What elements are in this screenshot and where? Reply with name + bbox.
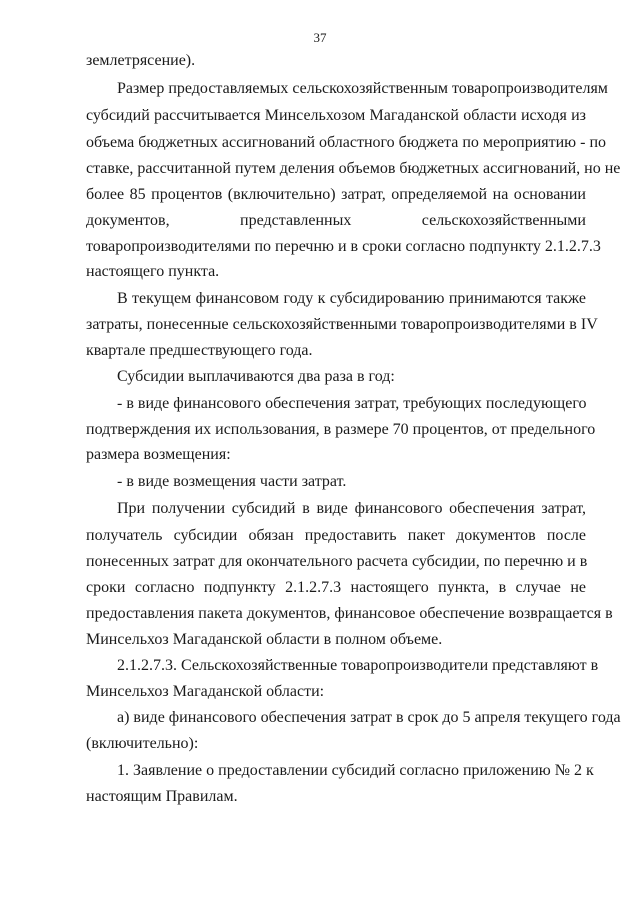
text-line: (включительно):	[86, 735, 199, 752]
text-line: получатель субсидии обязан предоставить пакет документов после	[86, 527, 586, 544]
text-line: затраты, понесенные сельскохозяйственными товаропроизводителями в IV	[86, 316, 598, 333]
text-line: подтверждения их использования, в размере 70 процентов, от предельного	[86, 421, 596, 438]
text-line: Минсельхоз Магаданской области в полном объеме.	[86, 631, 443, 648]
text-line: а) виде финансового обеспечения затрат в срок до 5 апреля текущего года	[117, 709, 621, 726]
text-line: 1. Заявление о предоставлении субсидий согласно приложению № 2 к	[117, 762, 594, 779]
text-line: квартале предшествующего года.	[86, 342, 313, 359]
text-line: товаропроизводителями по перечню и в сроки согласно подпункту 2.1.2.7.3	[86, 238, 601, 255]
text-line: настоящего пункта.	[86, 263, 220, 280]
text-line: субсидий рассчитывается Минсельхозом Магаданской области исходя из	[86, 107, 586, 124]
text-line: более 85 процентов (включительно) затрат, определяемой на основании	[86, 186, 586, 203]
text-line: - в виде возмещения части затрат.	[117, 473, 347, 490]
text-line: размера возмещения:	[86, 446, 231, 463]
text-line: настоящим Правилам.	[86, 788, 238, 805]
text-line: понесенных затрат для окончательного расчета субсидии, по перечню и в	[86, 553, 588, 570]
text-line: землетрясение).	[86, 52, 196, 69]
text-line: При получении субсидий в виде финансового обеспечения затрат,	[117, 500, 586, 517]
text-line: В текущем финансовом году к субсидированию принимаются также	[117, 290, 586, 307]
text-line: предоставления пакета документов, финансовое обеспечение возвращается в	[86, 605, 613, 622]
text-line: Минсельхоз Магаданской области:	[86, 683, 325, 700]
text-line: сроки согласно подпункту 2.1.2.7.3 настоящего пункта, в случае не	[86, 579, 586, 596]
text-line: Размер предоставляемых сельскохозяйственным товаропроизводителям	[117, 80, 608, 97]
text-line: 2.1.2.7.3. Сельскохозяйственные товаропроизводители представляют в	[117, 657, 599, 674]
text-line: объема бюджетных ассигнований областного бюджета по мероприятию - по	[86, 134, 607, 151]
page-number: 37	[313, 30, 327, 45]
text-line: - в виде финансового обеспечения затрат, требующих последующего	[117, 395, 587, 412]
text-line: документов, представленных сельскохозяйственными	[86, 212, 586, 229]
text-line: ставке, рассчитанной путем деления объемов бюджетных ассигнований, но не	[86, 160, 621, 177]
text-line: Субсидии выплачиваются два раза в год:	[117, 368, 395, 385]
